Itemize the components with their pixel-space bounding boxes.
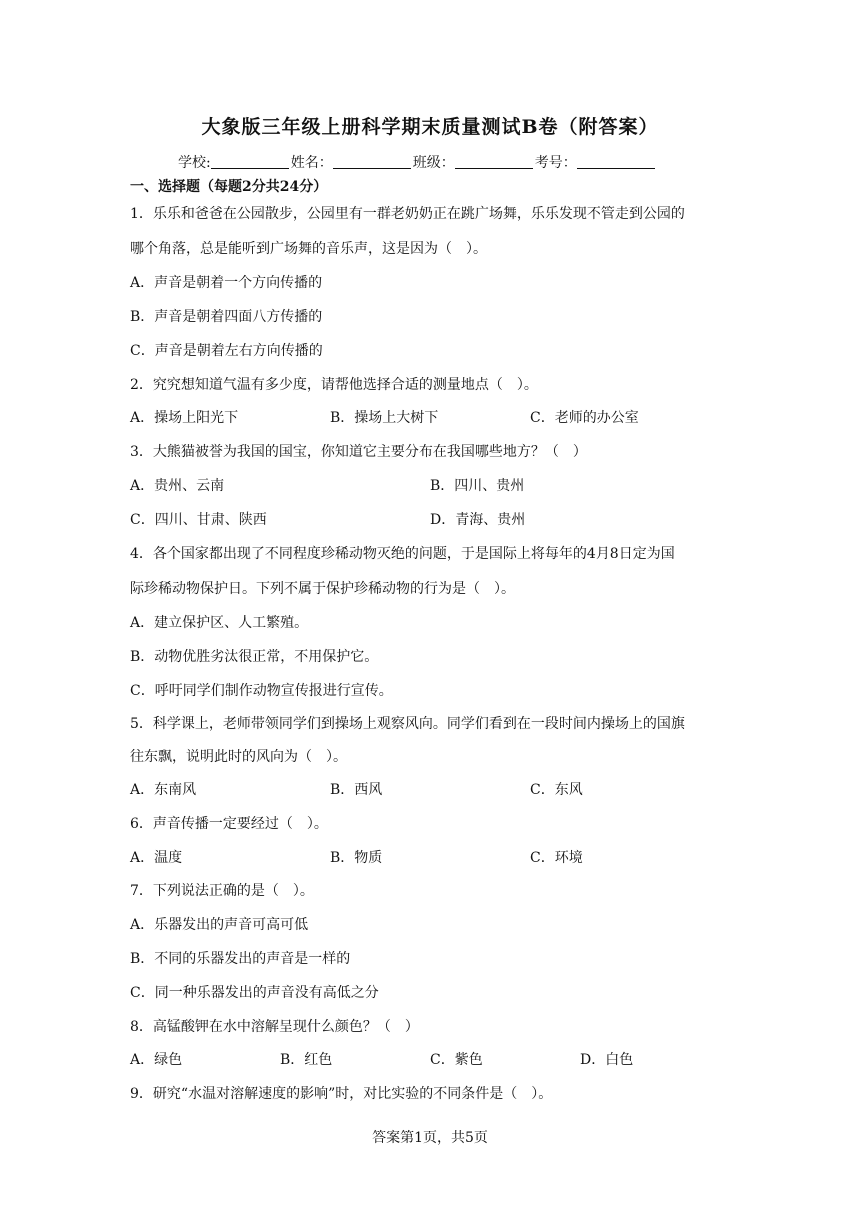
question-4-option-a: A．建立保护区、人工繁殖。	[130, 615, 309, 631]
name-label: 姓名：	[290, 155, 333, 171]
student-info-line	[178, 152, 657, 172]
page-footer: 答案第1页，共5页	[372, 1130, 488, 1146]
question-3-option-a: A．贵州、云南	[130, 478, 225, 494]
question-4-option-b: B．动物优胜劣汰很正常，不用保护它。	[130, 649, 379, 665]
question-7-text: 7．下列说法正确的是（ ）。	[130, 883, 314, 899]
section-heading: 一、选择题（每题2分共24分）	[130, 179, 328, 195]
question-9-text: 9．研究“水温对溶解速度的影响”时，对比实验的不同条件是（ ）。	[130, 1086, 553, 1102]
question-6-option-b: B．物质	[330, 850, 383, 866]
class-blank[interactable]	[455, 154, 533, 169]
question-8-text: 8．高锰酸钾在水中溶解呈现什么颜色？（ ）	[130, 1019, 419, 1035]
question-8-option-b: B．红色	[280, 1052, 333, 1068]
class-label: 班级：	[412, 155, 455, 171]
question-6-text: 6．声音传播一定要经过（ ）。	[130, 816, 328, 832]
question-7-option-a: A．乐器发出的声音可高可低	[130, 917, 309, 933]
question-3-text: 3．大熊猫被誉为我国的国宝，你知道它主要分布在我国哪些地方？（ ）	[130, 444, 587, 460]
question-4-line-2: 际珍稀动物保护日。下列不属于保护珍稀动物的行为是（ ）。	[130, 581, 515, 597]
question-5-option-b: B．西风	[330, 782, 383, 798]
school-blank[interactable]	[211, 154, 289, 169]
question-2-text: 2．究究想知道气温有多少度，请帮他选择合适的测量地点（ ）。	[130, 377, 538, 393]
question-1-option-c: C．声音是朝着左右方向传播的	[130, 343, 323, 359]
question-5-option-c: C．东风	[530, 782, 583, 798]
question-1-line-1: 1．乐乐和爸爸在公园散步，公园里有一群老奶奶正在跳广场舞，乐乐发现不管走到公园的	[130, 206, 685, 222]
question-3-option-d: D．青海、贵州	[430, 512, 526, 528]
question-7-option-b: B．不同的乐器发出的声音是一样的	[130, 951, 351, 967]
question-7-option-c: C．同一种乐器发出的声音没有高低之分	[130, 985, 379, 1001]
question-2-option-b: B．操场上大树下	[330, 410, 439, 426]
exam-no-label: 考号：	[534, 155, 577, 171]
question-1-option-b: B．声音是朝着四面八方传播的	[130, 309, 323, 325]
question-5-line-2: 往东飘，说明此时的风向为（ ）。	[130, 749, 347, 765]
name-blank[interactable]	[333, 154, 411, 169]
question-3-option-b: B．四川、贵州	[430, 478, 525, 494]
question-6-option-a: A．温度	[130, 850, 183, 866]
page-title: 大象版三年级上册科学期末质量测试B卷（附答案）	[201, 116, 659, 138]
exam-no-blank[interactable]	[577, 154, 655, 169]
school-label: 学校:	[178, 155, 211, 171]
question-5-line-1: 5．科学课上，老师带领同学们到操场上观察风向。同学们看到在一段时间内操场上的国旗	[130, 716, 685, 732]
question-3-option-c: C．四川、甘肃、陕西	[130, 512, 267, 528]
question-8-option-a: A．绿色	[130, 1052, 183, 1068]
question-1-option-a: A．声音是朝着一个方向传播的	[130, 275, 323, 291]
question-2-option-a: A．操场上阳光下	[130, 410, 239, 426]
question-8-option-d: D．白色	[580, 1052, 634, 1068]
question-4-option-c: C．呼吁同学们制作动物宣传报进行宣传。	[130, 683, 393, 699]
question-5-option-a: A．东南风	[130, 782, 197, 798]
question-8-option-c: C．紫色	[430, 1052, 483, 1068]
question-1-line-2: 哪个角落，总是能听到广场舞的音乐声，这是因为（ ）。	[130, 241, 487, 257]
question-2-option-c: C．老师的办公室	[530, 410, 639, 426]
question-4-line-1: 4．各个国家都出现了不同程度珍稀动物灭绝的问题，于是国际上将每年的4月8日定为国	[130, 546, 675, 562]
question-6-option-c: C．环境	[530, 850, 583, 866]
